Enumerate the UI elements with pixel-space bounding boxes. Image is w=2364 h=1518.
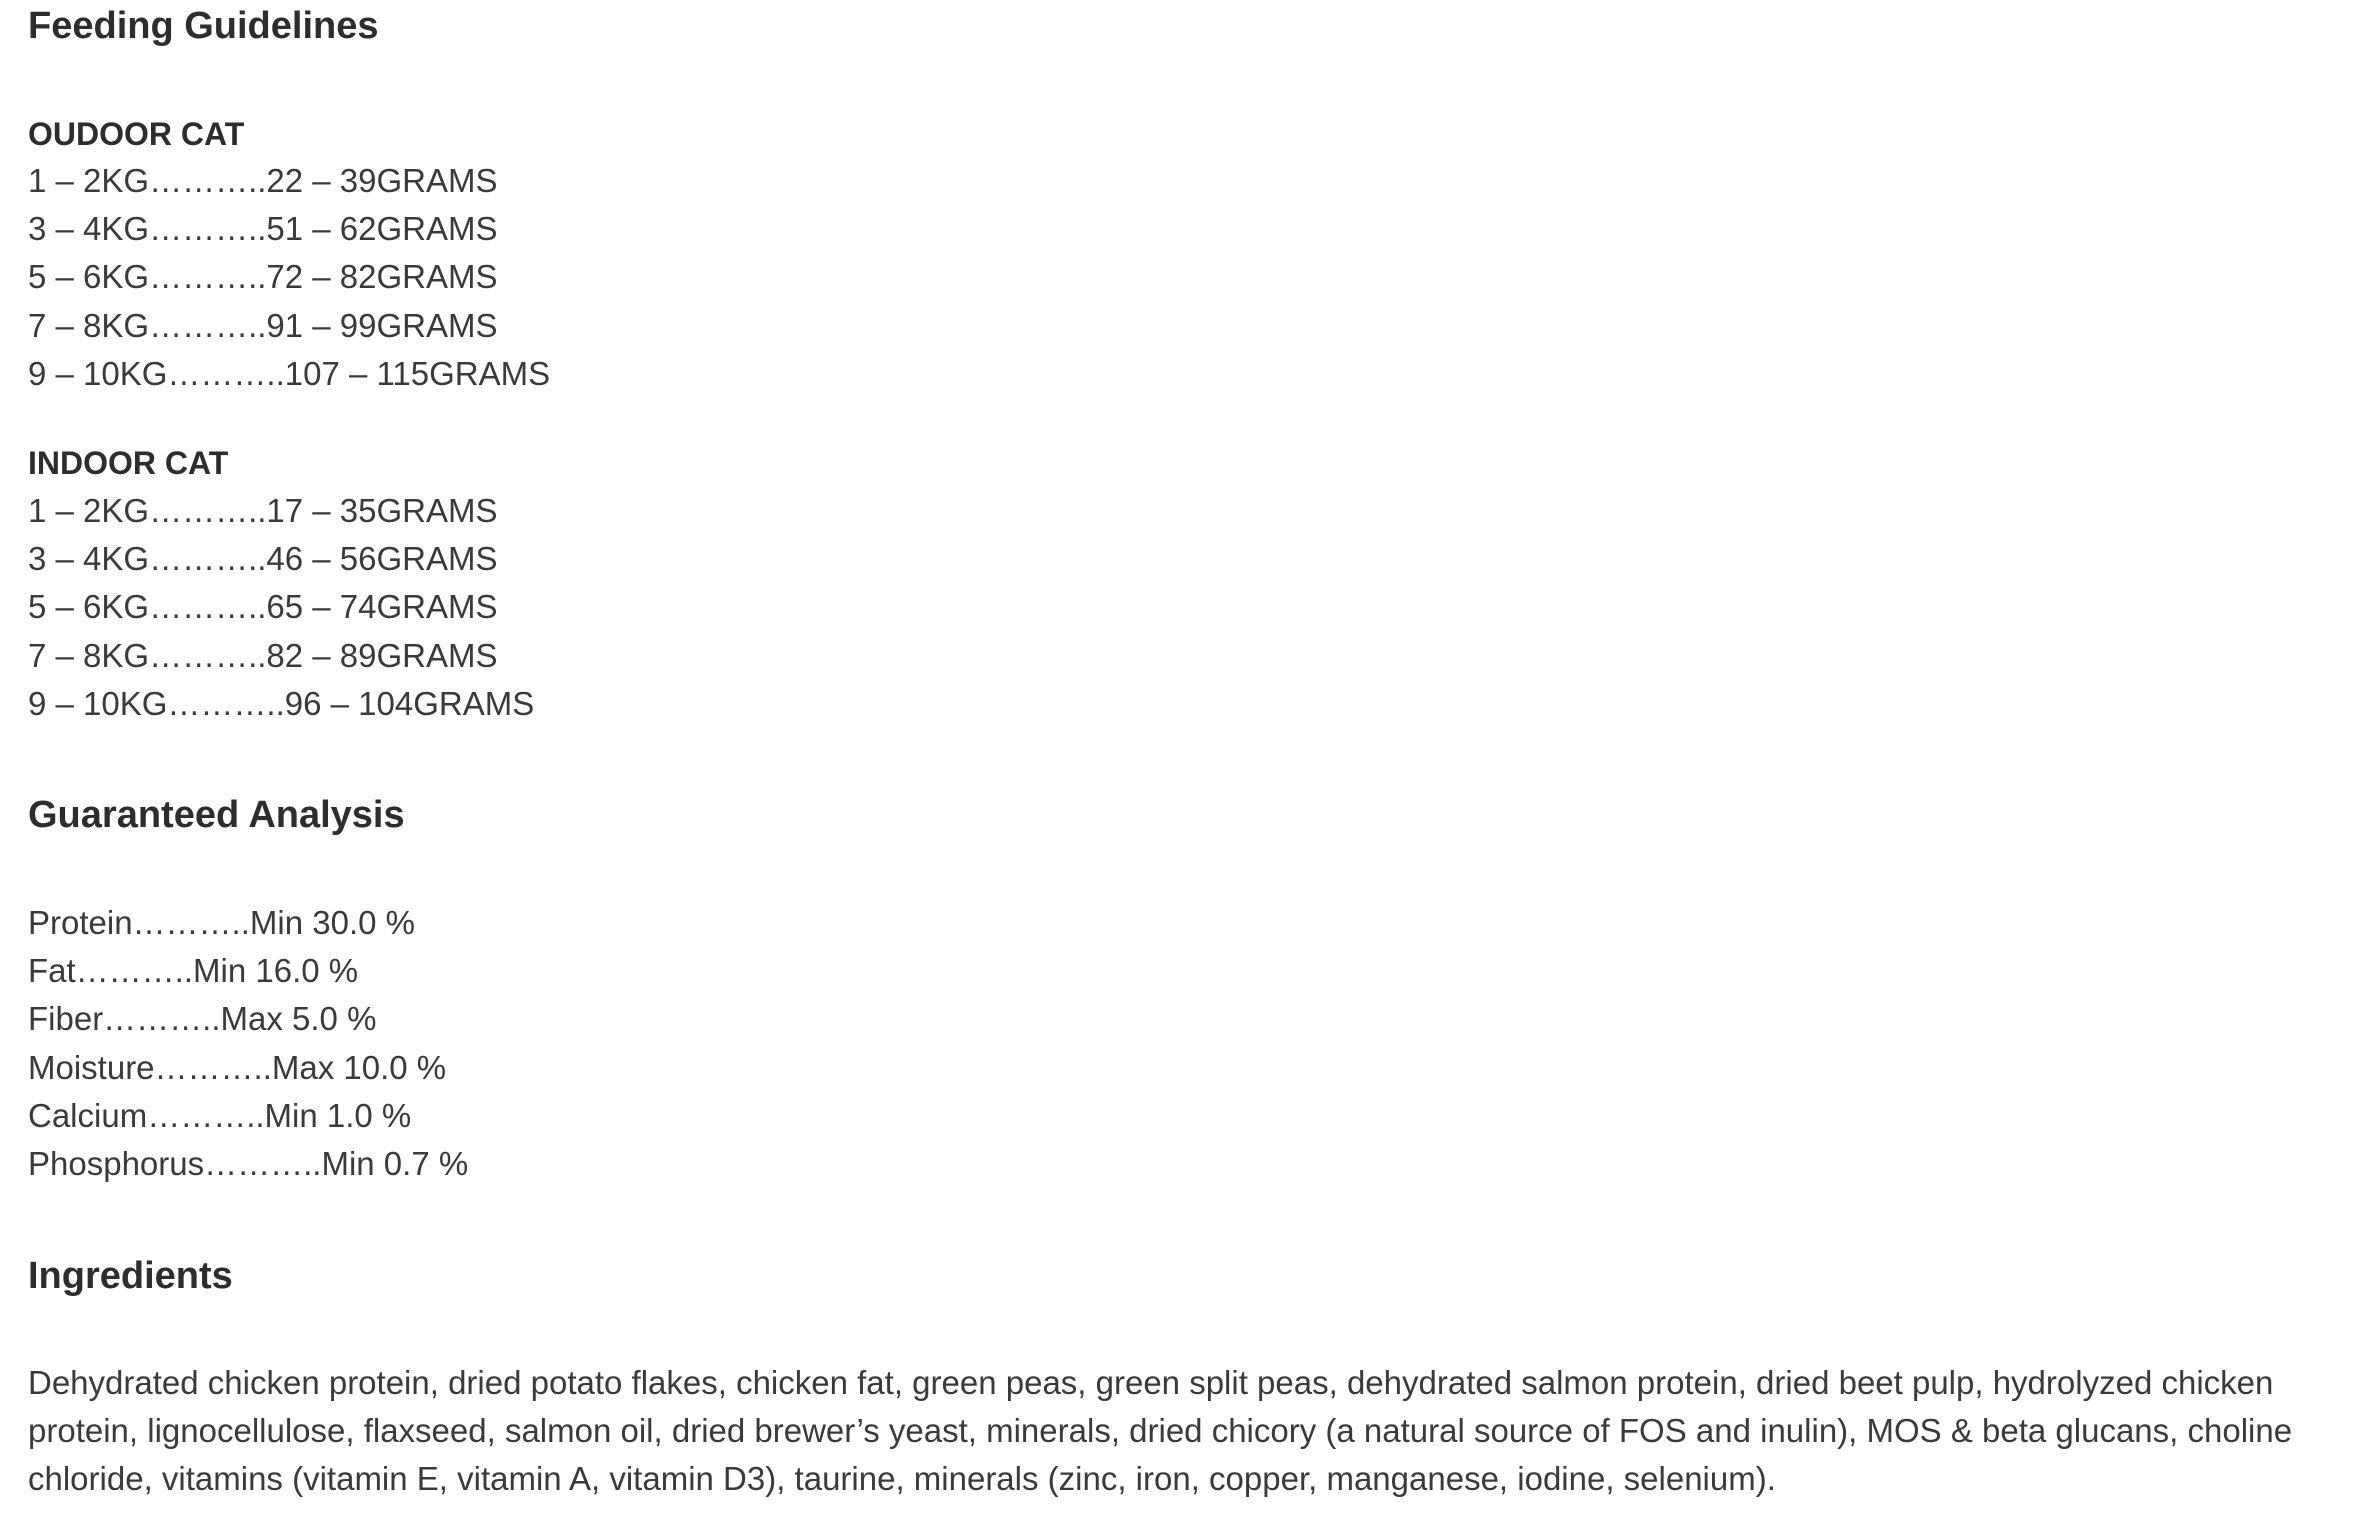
analysis-row: Phosphorus………..Min 0.7 % [28, 1145, 469, 1183]
indoor-feeding-row: 1 – 2KG………..17 – 35GRAMS [28, 492, 498, 529]
outdoor-feeding-row: 1 – 2KG………..22 – 39GRAMS [28, 162, 498, 199]
outdoor-feeding-row: 7 – 8KG………..91 – 99GRAMS [28, 306, 498, 344]
indoor-feeding-row: 9 – 10KG………..96 – 104GRAMS [28, 684, 535, 722]
indoor-feeding-row: 5 – 6KG………..65 – 74GRAMS [28, 588, 498, 626]
indoor-feeding-list [28, 487, 534, 728]
indoor-feeding-row: 3 – 4KG………..46 – 56GRAMS [28, 540, 498, 578]
indoor-cat-heading: INDOOR CAT [28, 445, 229, 481]
analysis-row: Calcium………..Min 1.0 % [28, 1096, 412, 1134]
indoor-feeding-row: 7 – 8KG………..82 – 89GRAMS [28, 636, 498, 674]
outdoor-feeding-row: 5 – 6KG………..72 – 82GRAMS [28, 258, 498, 296]
outdoor-feeding-list [28, 157, 550, 398]
analysis-row: Fat………..Min 16.0 % [28, 952, 359, 990]
feeding-guidelines-title: Feeding Guidelines [28, 5, 379, 47]
outdoor-feeding-row: 3 – 4KG………..51 – 62GRAMS [28, 210, 498, 248]
outdoor-feeding-row: 9 – 10KG………..107 – 115GRAMS [28, 354, 551, 392]
outdoor-cat-heading: OUDOOR CAT [28, 116, 245, 152]
analysis-row: Fiber………..Max 5.0 % [28, 1000, 377, 1038]
analysis-list [28, 899, 468, 1188]
ingredients-text: Dehydrated chicken protein, dried potato flakes, chicken fat, green peas, green split peas, dehydrated salmon protein, dried beet pulp, hydrolyzed chicken protein, lignocellulose, flaxseed, salmon oil, dried brewer’s yeast, minerals, dried chicory (a natural source of FOS and inulin), MOS & beta glucans, choline chloride, vitamins (vitamin E, vitamin A, vitamin D3), taurine, minerals (zinc, iron, copper, manganese, iodine, selenium). [28, 1364, 2293, 1498]
analysis-row: Protein………..Min 30.0 % [28, 904, 415, 941]
ingredients-title: Ingredients [28, 1255, 233, 1297]
guaranteed-analysis-title: Guaranteed Analysis [28, 794, 405, 836]
analysis-row: Moisture………..Max 10.0 % [28, 1048, 447, 1086]
